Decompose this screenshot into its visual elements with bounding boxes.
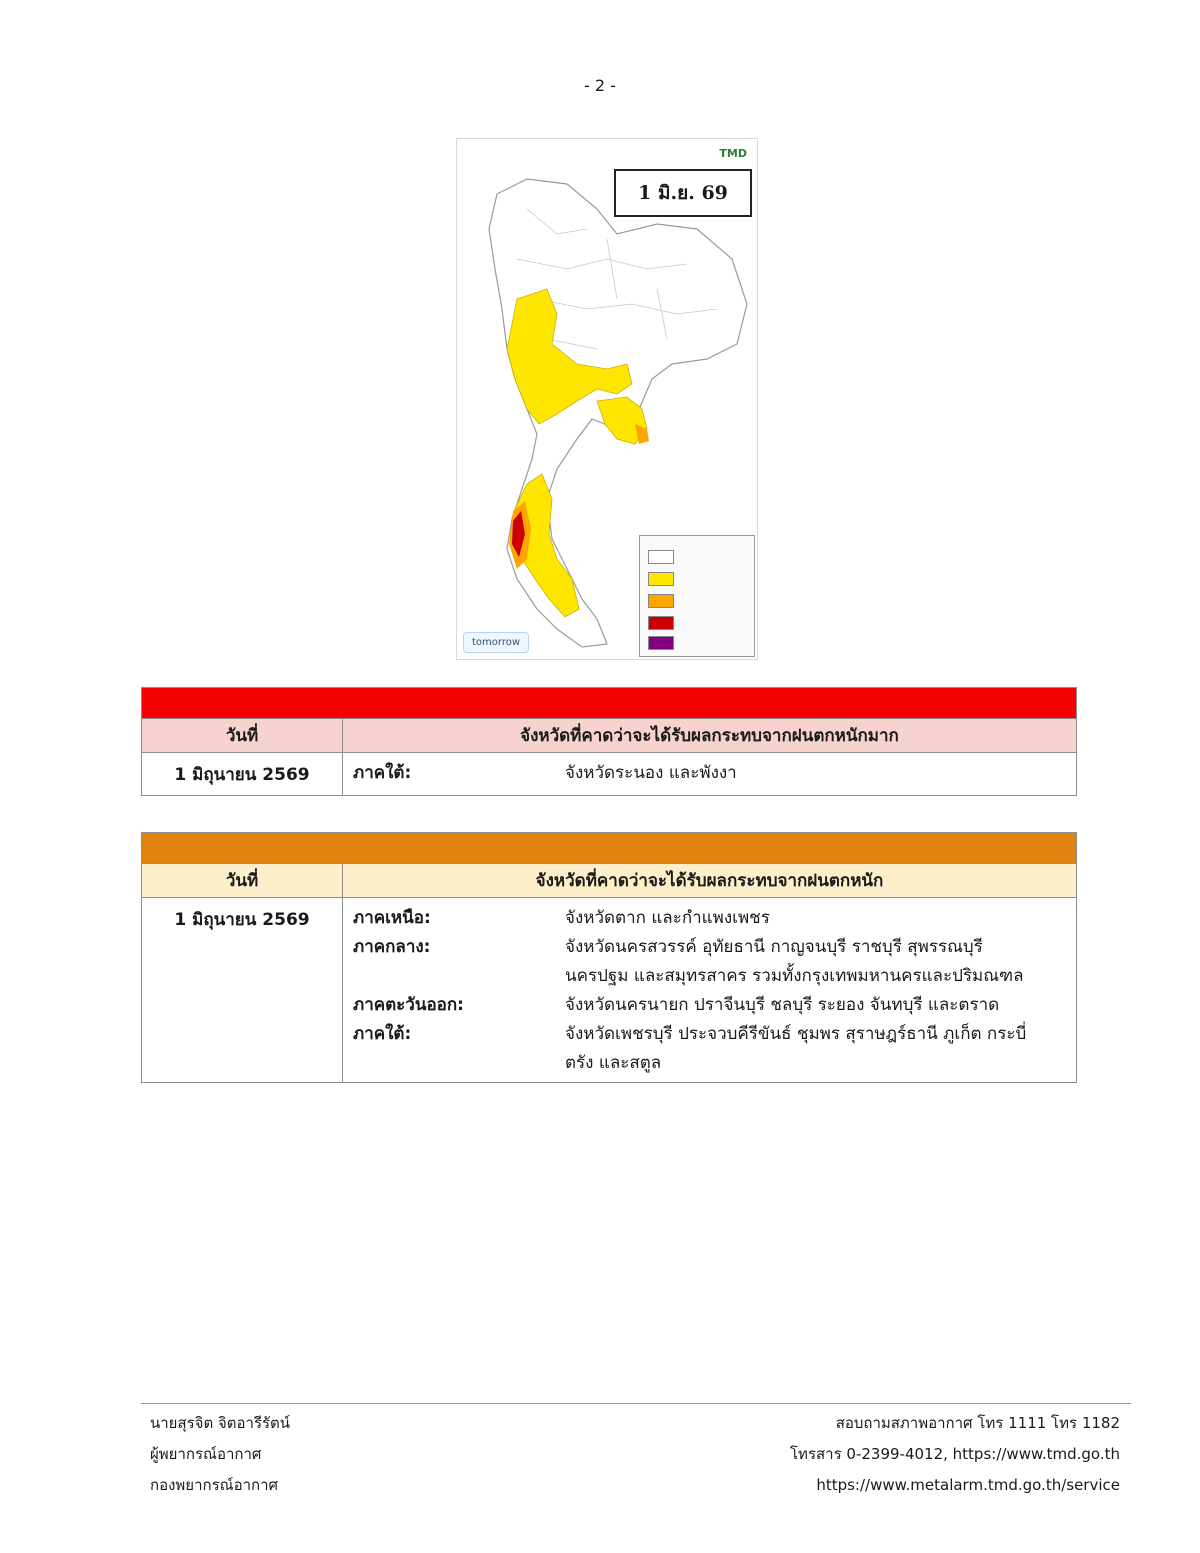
footer-signature — [150, 1408, 290, 1501]
forecaster-position: ผู้พยากรณ์อากาศ — [150, 1445, 262, 1463]
rain-forecast-map — [456, 138, 758, 660]
very-heavy-rain-table — [141, 687, 1077, 796]
table-header — [142, 719, 1077, 753]
region-name: ภาคกลาง: — [353, 937, 431, 957]
footer-divider — [141, 1403, 1131, 1404]
rain-legend — [639, 535, 755, 657]
contact-fax-web: โทรสาร 0-2399-4012, https://www.tmd.go.th — [790, 1445, 1120, 1463]
row-date: 1 มิถุนายน 2569 — [142, 753, 343, 796]
legend-swatch-extreme — [648, 636, 674, 650]
region-row-south — [353, 1020, 1066, 1049]
heavy-rain-table — [141, 832, 1077, 1083]
region-provinces: จังหวัดเพชรบุรี ประจวบคีรีขันธ์ ชุมพร สุราษฎร์ธานี ภูเก็ต กระบี่ — [565, 1024, 1027, 1044]
region-provinces: ตรัง และสตูล — [565, 1053, 662, 1073]
legend-swatch-very-heavy — [648, 616, 674, 630]
legend-swatch-light — [648, 550, 674, 564]
footer-contact — [790, 1408, 1120, 1501]
region-row-south-cont — [353, 1049, 1066, 1078]
region-name: ภาคเหนือ: — [353, 908, 431, 928]
region-row-central-cont — [353, 962, 1066, 991]
tmd-logo: TMD — [719, 147, 747, 160]
header-date: วันที่ — [142, 719, 343, 753]
region-provinces: จังหวัดตาก และกำแพงเพชร — [565, 908, 770, 928]
region-provinces: จังหวัดนครนายก ปราจีนบุรี ชลบุรี ระยอง จันทบุรี และตราด — [565, 995, 1000, 1015]
region-provinces: จังหวัดระนอง และพังงา — [565, 763, 737, 783]
legend-swatch-moderate — [648, 572, 674, 586]
forecaster-department: กองพยากรณ์อากาศ — [150, 1476, 279, 1494]
region-row-north — [353, 904, 1066, 933]
page-number: - 2 - — [584, 76, 616, 95]
region-provinces: จังหวัดนครสวรรค์ อุทัยธานี กาญจนบุรี ราชบุรี สุพรรณบุรี — [565, 937, 983, 957]
header-title: จังหวัดที่คาดว่าจะได้รับผลกระทบจากฝนตกหนักมาก — [343, 719, 1077, 753]
very-heavy-band — [142, 688, 1077, 719]
region-name: ภาคตะวันออก: — [353, 995, 464, 1015]
legend-swatch-heavy — [648, 594, 674, 608]
region-name: ภาคใต้: — [353, 763, 412, 783]
contact-service-link[interactable]: https://www.metalarm.tmd.go.th/service — [816, 1476, 1120, 1494]
region-name: ภาคใต้: — [353, 1024, 412, 1044]
header-title: จังหวัดที่คาดว่าจะได้รับผลกระทบจากฝนตกหนัก — [343, 864, 1077, 898]
row-date: 1 มิถุนายน 2569 — [142, 898, 343, 1083]
region-row-south — [353, 759, 1066, 788]
table-row — [142, 753, 1077, 796]
tomorrow-badge: tomorrow — [463, 632, 529, 653]
table-row — [142, 898, 1077, 1083]
table-header — [142, 864, 1077, 898]
heavy-band — [142, 833, 1077, 864]
region-provinces: นครปฐม และสมุทรสาคร รวมทั้งกรุงเทพมหานครและปริมณฑล — [565, 966, 1024, 986]
map-date-label: 1 มิ.ย. 69 — [614, 169, 752, 217]
forecaster-name: นายสุรจิต จิตอารีรัตน์ — [150, 1414, 291, 1432]
header-date: วันที่ — [142, 864, 343, 898]
region-row-east — [353, 991, 1066, 1020]
contact-phone: สอบถามสภาพอากาศ โทร 1111 โทร 1182 — [835, 1414, 1120, 1432]
region-row-central — [353, 933, 1066, 962]
